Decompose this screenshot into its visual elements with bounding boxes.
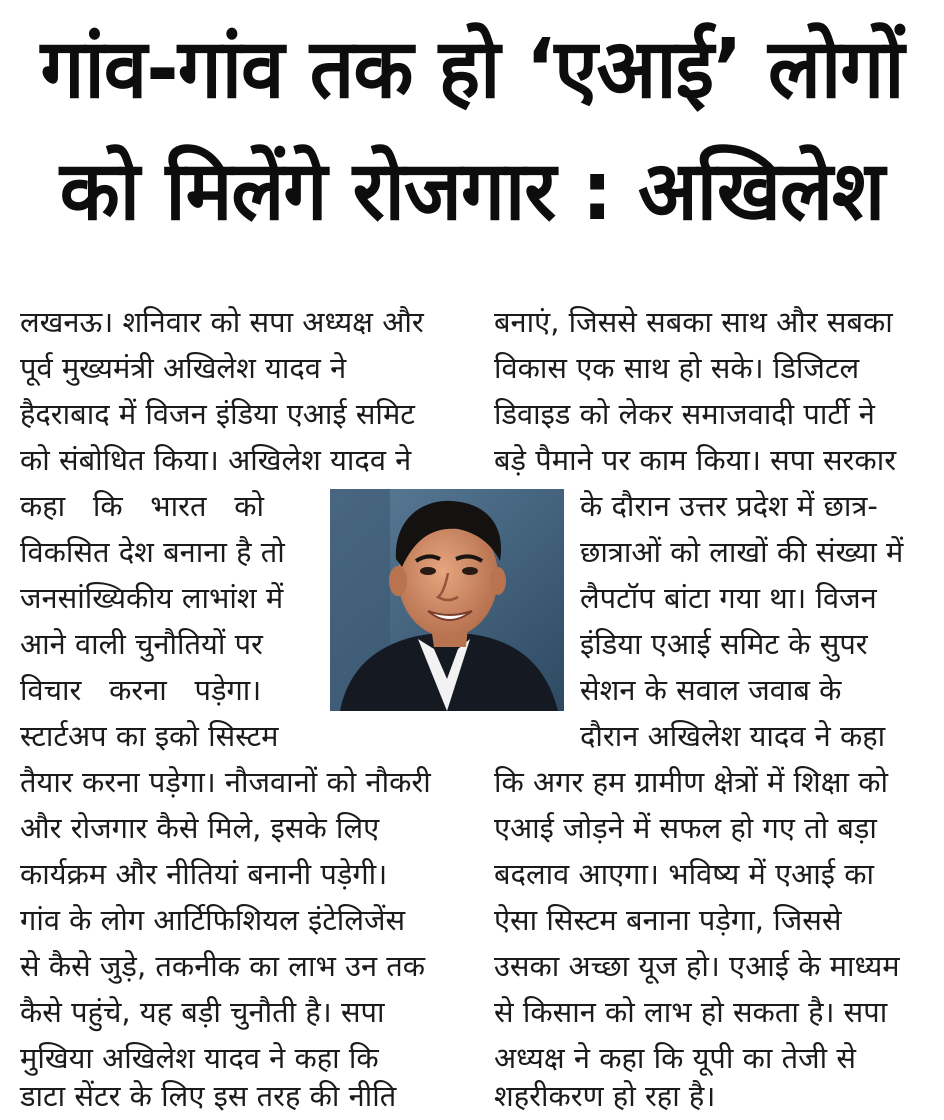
left-column-line: को संबोधित किया। अखिलेश यादव ने [20, 443, 412, 477]
right-column-line: बड़े पैमाने पर काम किया। सपा सरकार [494, 443, 897, 477]
left-column-line: मुखिया अखिलेश यादव ने कहा कि [20, 1041, 379, 1075]
right-column-line: से किसान को लाभ हो सकता है। सपा [494, 995, 888, 1029]
right-column-line: दौरान अखिलेश यादव ने कहा [580, 719, 886, 753]
right-column-line: विकास एक साथ हो सके। डिजिटल [494, 351, 860, 385]
left-column-line: से कैसे जुड़े, तकनीक का लाभ उन तक [20, 949, 426, 983]
portrait-photo [330, 489, 564, 711]
left-column-line: आने वाली चुनौतियों पर [20, 627, 263, 661]
right-column-line: बदलाव आएगा। भविष्य में एआई का [494, 857, 875, 891]
left-column-line: और रोजगार कैसे मिले, इसके लिए [20, 811, 380, 845]
right-column-line: डिवाइड को लेकर समाजवादी पार्टी ने [494, 397, 875, 431]
right-column-line: बनाएं, जिससे सबका साथ और सबका [494, 305, 893, 339]
left-column-line: लखनऊ। शनिवार को सपा अध्यक्ष और [20, 305, 424, 339]
right-column-line: कि अगर हम ग्रामीण क्षेत्रों में शिक्षा को [494, 765, 889, 799]
left-column-line: कहा कि भारत को [20, 489, 265, 523]
left-column-line: डाटा सेंटर के लिए इस तरह की नीति [20, 1079, 397, 1113]
right-column-line: एआई जोड़ने में सफल हो गए तो बड़ा [494, 811, 877, 845]
headline-line-1: गांव-गांव तक हो ‘एआई’ लोगों [40, 22, 904, 117]
left-column-line: कार्यक्रम और नीतियां बनानी पड़ेगी। [20, 857, 388, 891]
left-column-line: विचार करना पड़ेगा। [20, 673, 262, 707]
left-column-line: कैसे पहुंचे, यह बड़ी चुनौती है। सपा [20, 995, 385, 1029]
right-column-line: लैपटॉप बांटा गया था। विजन [580, 581, 877, 615]
left-column-line: तैयार करना पड़ेगा। नौजवानों को नौकरी [20, 765, 431, 799]
right-column-line: उसका अच्छा यूज हो। एआई के माध्यम [494, 949, 900, 983]
left-column-line: गांव के लोग आर्टिफिशियल इंटेलिजेंस [20, 903, 406, 937]
left-column-line: विकसित देश बनाना है तो [20, 535, 285, 569]
right-column-line: छात्राओं को लाखों की संख्या में [580, 535, 904, 569]
left-column-line: स्टार्टअप का इको सिस्टम [20, 719, 279, 753]
right-column-line: अध्यक्ष ने कहा कि यूपी का तेजी से [494, 1041, 857, 1075]
headline-line-2: को मिलेंगे रोजगार : अखिलेश [59, 144, 885, 239]
left-column-line: हैदराबाद में विजन इंडिया एआई समिट [20, 397, 415, 431]
right-column-line: ऐसा सिस्टम बनाना पड़ेगा, जिससे [494, 903, 842, 937]
left-column-line: जनसांख्यिकीय लाभांश में [20, 581, 284, 615]
right-column-line: शहरीकरण हो रहा है। [494, 1079, 716, 1113]
right-column-line: इंडिया एआई समिट के सुपर [580, 627, 868, 661]
right-column-line: सेशन के सवाल जवाब के [580, 673, 842, 707]
right-column-line: के दौरान उत्तर प्रदेश में छात्र- [580, 489, 878, 523]
left-column-line: पूर्व मुख्यमंत्री अखिलेश यादव ने [20, 351, 347, 385]
